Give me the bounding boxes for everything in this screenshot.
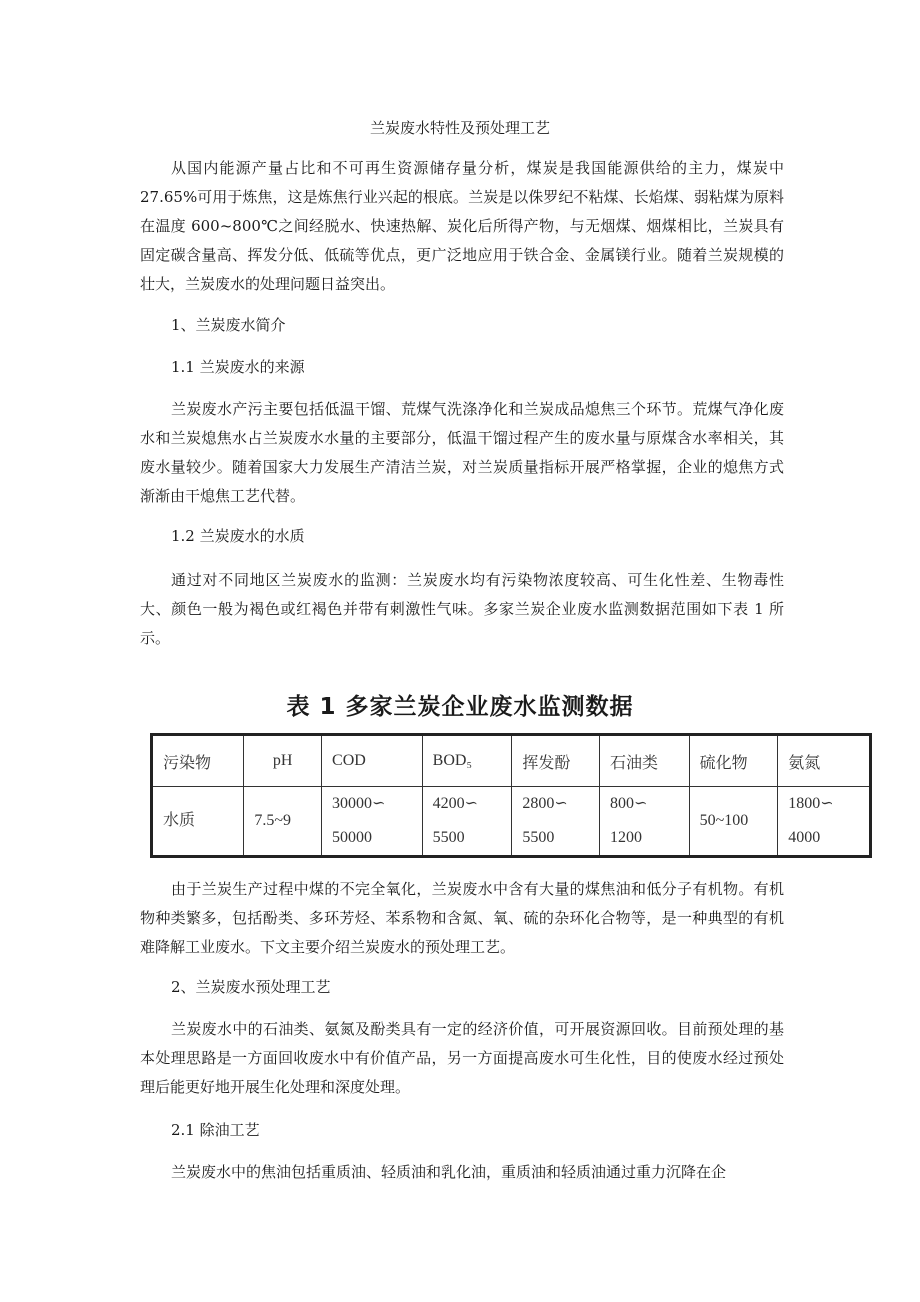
- table-row: [152, 787, 871, 857]
- table-cell-phenol: 2800∽ 5500: [512, 787, 600, 857]
- heading-section-1: 1、兰炭废水简介: [171, 316, 286, 334]
- paragraph-source: 兰炭废水产污主要包括低温干馏、荒煤气洗涤净化和兰炭成品熄焦三个环节。荒煤气净化废水和兰炭熄焦水占兰炭废水水量的主要部分，低温干馏过程产生的废水量与原煤含水率相关，其废水量较少。随着国家大力发展生产清洁兰炭，对兰炭质量指标开展严格掌握，企业的熄焦方式渐渐由干熄焦工艺代替。: [140, 400, 784, 505]
- heading-section-2-1: 2.1 除油工艺: [171, 1121, 260, 1139]
- table-header-cell: 污染物: [152, 735, 244, 787]
- table-header-cell: 硫化物: [689, 735, 778, 787]
- heading-section-1-1: 1.1 兰炭废水的来源: [171, 358, 305, 376]
- table-cell-bod: 4200∽ 5500: [422, 787, 512, 857]
- paragraph-intro: 从国内能源产量占比和不可再生资源储存量分析，煤炭是我国能源供给的主力，煤炭中 27.65%可用于炼焦，这是炼焦行业兴起的根底。兰炭是以侏罗纪不粘煤、长焰煤、弱粘煤为原料在温度 600~800℃之间经脱水、快速热解、炭化后所得产物，与无烟煤、烟煤相比，兰炭具有固定碳含量高、挥发分低、低硫等优点，更广泛地应用于铁合金、金属镁行业。随着兰炭规模的壮大，兰炭废水的处理问题日益突出。: [140, 159, 784, 293]
- table-header-cell: COD: [322, 735, 423, 787]
- table-header-cell: pH: [244, 735, 322, 787]
- document-title: 兰炭废水特性及预处理工艺: [369, 119, 550, 137]
- heading-section-1-2: 1.2 兰炭废水的水质: [171, 527, 305, 545]
- table-header-cell: 石油类: [600, 735, 690, 787]
- monitoring-data-table: [150, 733, 872, 858]
- table-cell-ph: 7.5~9: [244, 787, 322, 857]
- table-cell-cod: 30000∽ 50000: [322, 787, 423, 857]
- table-cell-ammonia: 1800∽ 4000: [778, 787, 871, 857]
- paragraph-pretreatment: 兰炭废水中的石油类、氨氮及酚类具有一定的经济价值，可开展资源回收。目前预处理的基本处理思路是一方面回收废水中有价值产品，另一方面提高废水可生化性，目的使废水经过预处理后能更好地开展生化处理和深度处理。: [140, 1020, 784, 1096]
- table-header-cell: 挥发酚: [512, 735, 600, 787]
- paragraph-oil-removal: 兰炭废水中的焦油包括重质油、轻质油和乳化油，重质油和轻质油通过重力沉降在企: [171, 1163, 727, 1181]
- paragraph-quality: 通过对不同地区兰炭废水的监测：兰炭废水均有污染物浓度较高、可生化性差、生物毒性大、颜色一般为褐色或红褐色并带有刺激性气味。多家兰炭企业废水监测数据范围如下表 1 所示。: [140, 571, 784, 647]
- table-caption: 表 1 多家兰炭企业废水监测数据: [286, 694, 634, 720]
- table-header-row: [152, 735, 871, 787]
- paragraph-after-table: 由于兰炭生产过程中煤的不完全氧化，兰炭废水中含有大量的煤焦油和低分子有机物。有机物种类繁多，包括酚类、多环芳烃、苯系物和含氮、氧、硫的杂环化合物等，是一种典型的有机难降解工业废水。下文主要介绍兰炭废水的预处理工艺。: [140, 880, 784, 956]
- table-header-cell: 氨氮: [778, 735, 871, 787]
- heading-section-2: 2、兰炭废水预处理工艺: [171, 978, 331, 996]
- table-cell-label: 水质: [152, 787, 244, 857]
- table-cell-sulfide: 50~100: [689, 787, 778, 857]
- table-header-cell: BOD₅: [422, 735, 512, 787]
- table-cell-oil: 800∽ 1200: [600, 787, 690, 857]
